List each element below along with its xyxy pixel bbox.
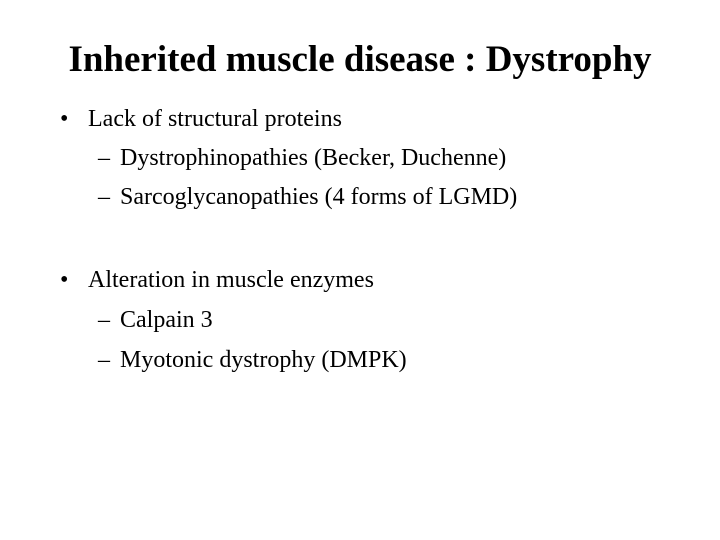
subitem-calpain xyxy=(98,305,213,335)
bullet-item-muscle-enzymes xyxy=(60,265,374,295)
dash-icon: – xyxy=(98,307,110,333)
bullet-item-structural-proteins xyxy=(60,104,342,134)
slide-title: Inherited muscle disease : Dystrophy xyxy=(68,39,652,80)
subitem-myotonic-dystrophy xyxy=(98,345,407,375)
subitem-dystrophinopathies xyxy=(98,143,506,173)
bullet-icon: • xyxy=(60,106,69,132)
dash-icon: – xyxy=(98,347,110,373)
subitem-sarcoglycanopathies xyxy=(98,182,517,212)
bullet-icon: • xyxy=(60,267,69,293)
subitem-text: Calpain 3 xyxy=(120,307,213,333)
dash-icon: – xyxy=(98,145,110,171)
subitem-text: Myotonic dystrophy (DMPK) xyxy=(120,347,407,373)
subitem-text: Dystrophinopathies (Becker, Duchenne) xyxy=(120,145,507,171)
dash-icon: – xyxy=(98,184,110,210)
bullet-text: Alteration in muscle enzymes xyxy=(88,267,374,293)
bullet-text: Lack of structural proteins xyxy=(88,106,342,132)
subitem-text: Sarcoglycanopathies (4 forms of LGMD) xyxy=(120,184,518,210)
